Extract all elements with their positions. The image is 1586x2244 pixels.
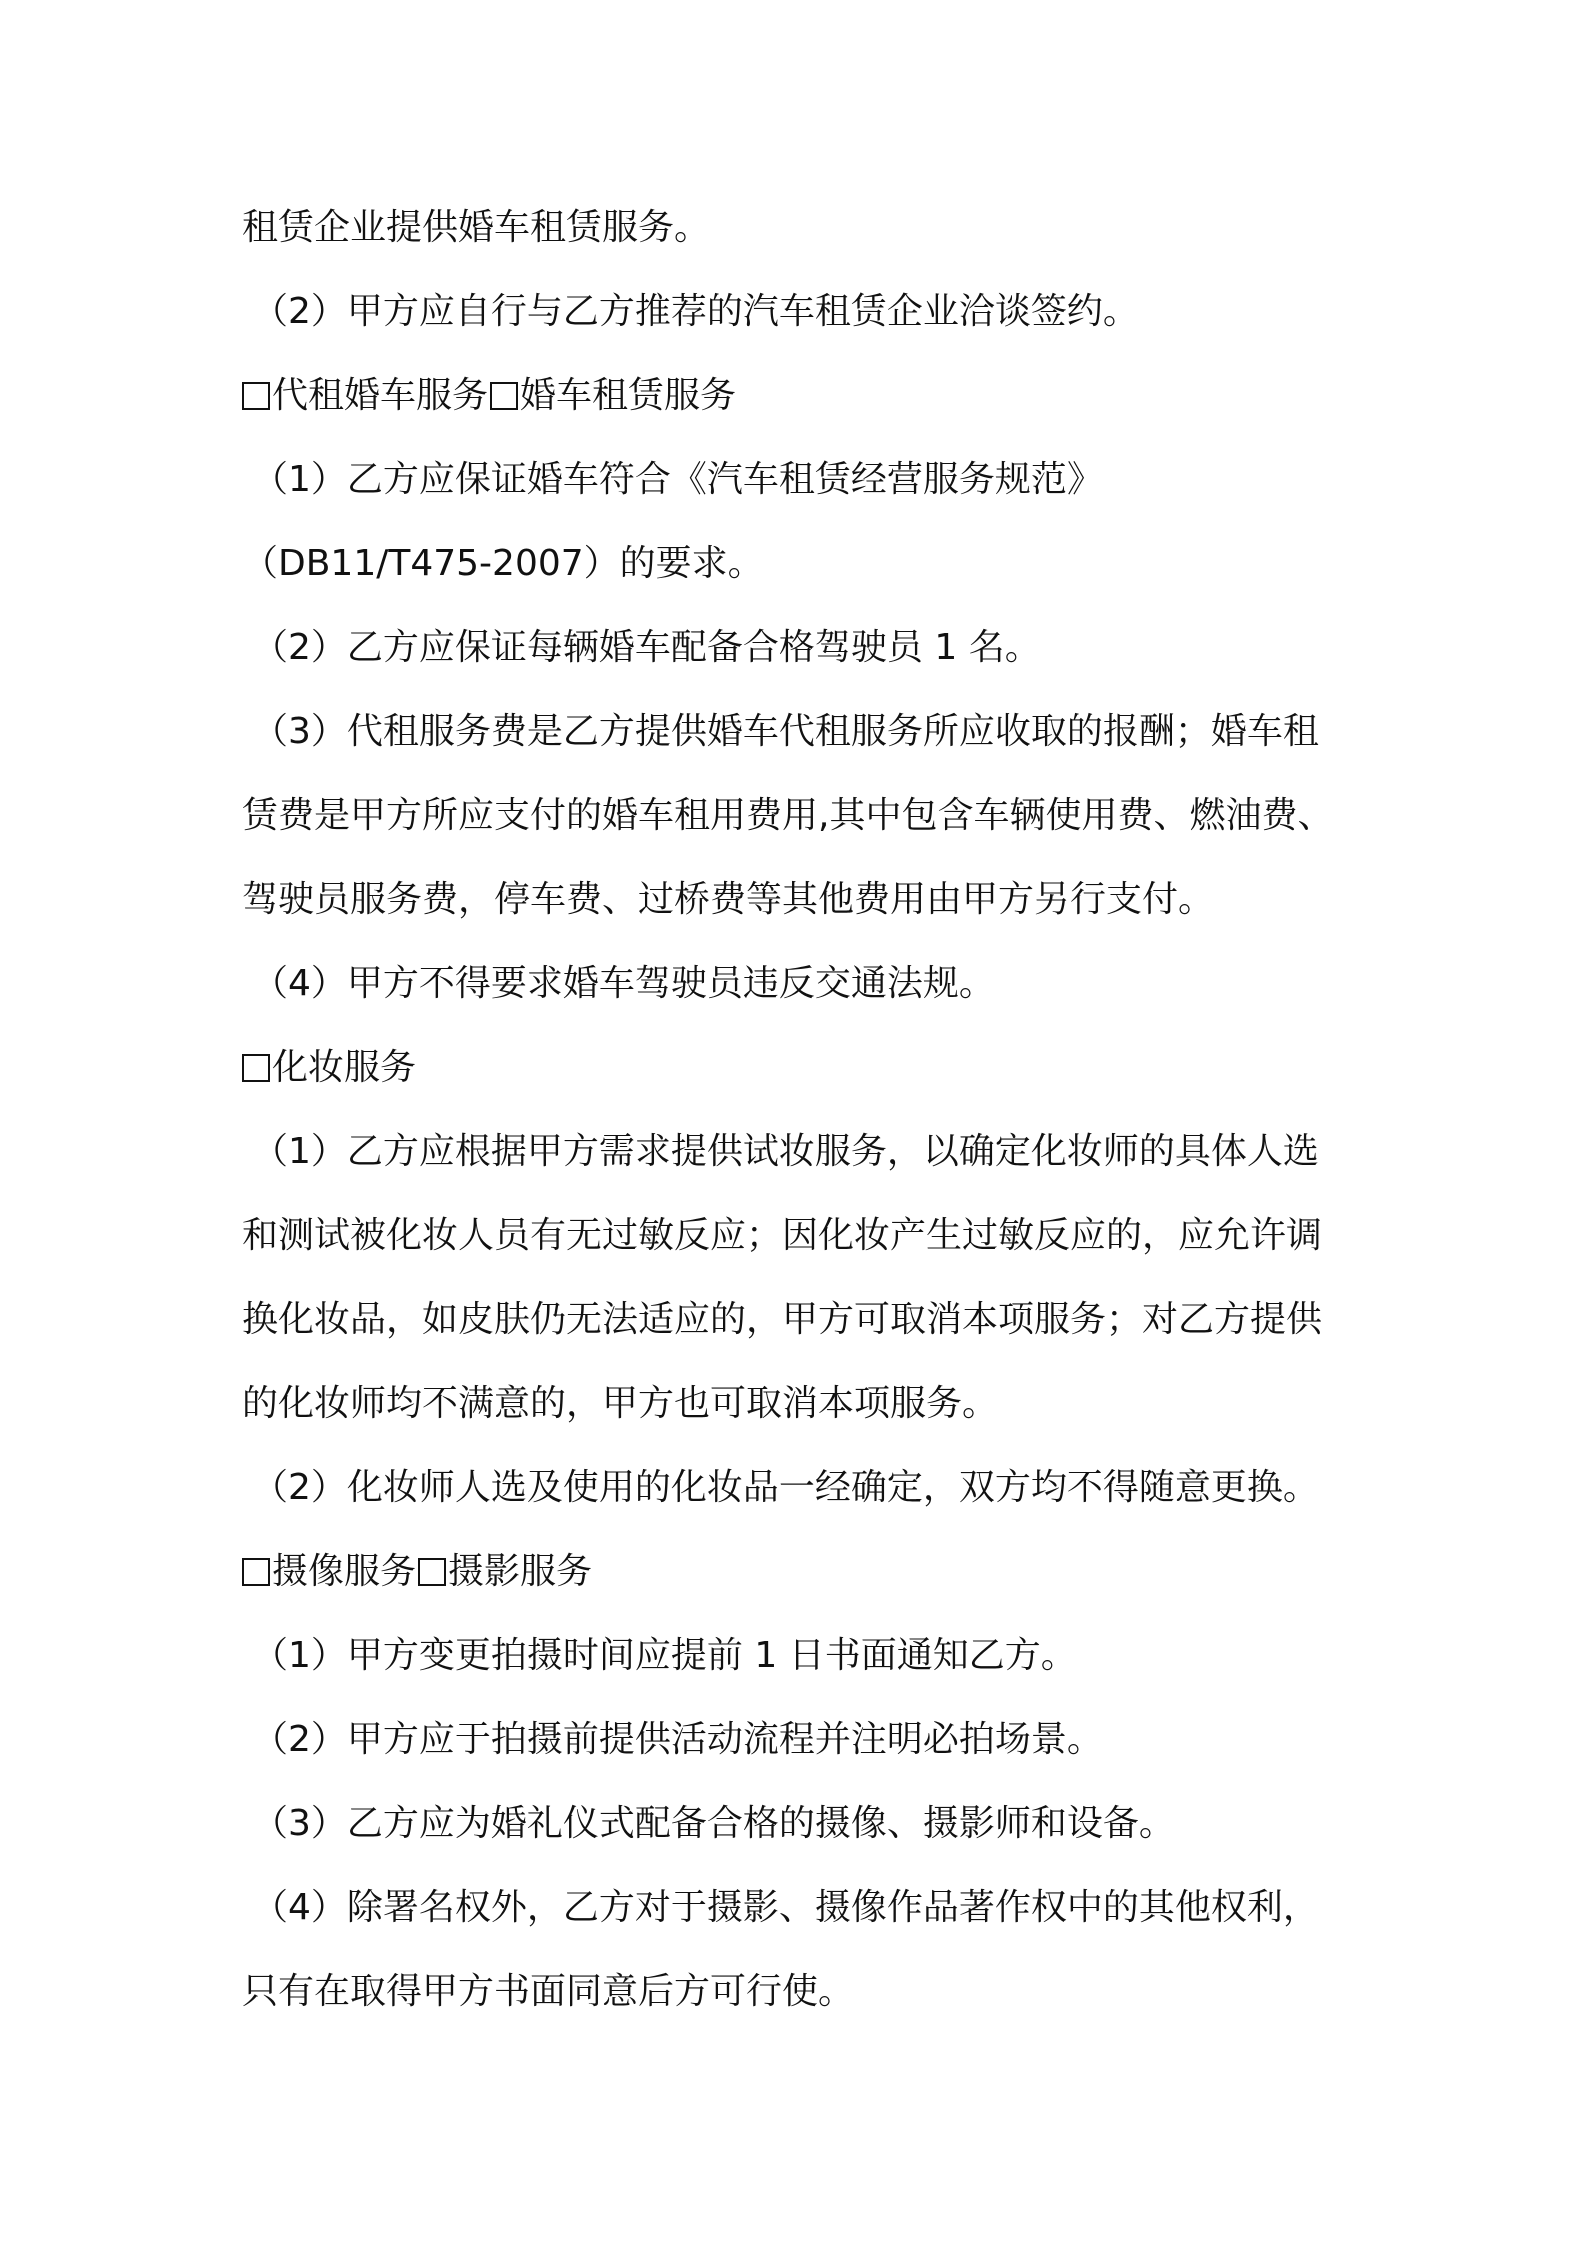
paragraph-line: （2）乙方应保证每辆婚车配备合格驾驶员 1 名。 [252, 627, 1041, 668]
paragraph-line: （1）乙方应根据甲方需求提供试妆服务，以确定化妆师的具体人选 [252, 1131, 1319, 1172]
paragraph-line: 只有在取得甲方书面同意后方可行使。 [242, 1971, 855, 2012]
paragraph-line: （2）甲方应于拍摄前提供活动流程并注明必拍场景。 [252, 1719, 1103, 1760]
checkbox-label: 化妆服务 [272, 1047, 417, 1088]
paragraph-line: （4）甲方不得要求婚车驾驶员违反交通法规。 [252, 963, 995, 1004]
paragraph-line: （4）除署名权外，乙方对于摄影、摄像作品著作权中的其他权利， [252, 1887, 1319, 1928]
paragraph-line: 驾驶员服务费，停车费、过桥费等其他费用由甲方另行支付。 [242, 879, 1215, 920]
paragraph-line: （3）乙方应为婚礼仪式配备合格的摄像、摄影师和设备。 [252, 1803, 1175, 1844]
checkbox-label: 摄影服务 [448, 1551, 593, 1592]
checkbox-row-car [242, 363, 1362, 447]
checkbox-label: 摄像服务 [272, 1551, 417, 1592]
checkbox-row-makeup [242, 1035, 1362, 1119]
paragraph-line: （2）甲方应自行与乙方推荐的汽车租赁企业洽谈签约。 [252, 291, 1139, 332]
paragraph-line: （DB11/T475-2007）的要求。 [242, 543, 764, 584]
paragraph-line: （1）乙方应保证婚车符合《汽车租赁经营服务规范》 [252, 459, 1103, 500]
checkbox-video[interactable] [242, 1558, 270, 1586]
checkbox-photo[interactable] [418, 1558, 446, 1586]
paragraph-line: 换化妆品，如皮肤仍无法适应的，甲方可取消本项服务；对乙方提供 [242, 1299, 1323, 1340]
paragraph-line: 赁费是甲方所应支付的婚车租用费用,其中包含车辆使用费、燃油费、 [242, 795, 1334, 836]
paragraph-line: 的化妆师均不满意的，甲方也可取消本项服务。 [242, 1383, 999, 1424]
document-body [242, 195, 1362, 2043]
paragraph-line: 和测试被化妆人员有无过敏反应；因化妆产生过敏反应的，应允许调 [242, 1215, 1323, 1256]
checkbox-label: 代租婚车服务 [272, 375, 489, 416]
checkbox-makeup[interactable] [242, 1054, 270, 1082]
paragraph-line: （2）化妆师人选及使用的化妆品一经确定，双方均不得随意更换。 [252, 1467, 1319, 1508]
paragraph-line: 租赁企业提供婚车租赁服务。 [242, 207, 711, 248]
paragraph-line: （1）甲方变更拍摄时间应提前 1 日书面通知乙方。 [252, 1635, 1077, 1676]
checkbox-car-rental[interactable] [490, 382, 518, 410]
checkbox-car-agency[interactable] [242, 382, 270, 410]
paragraph-line: （3）代租服务费是乙方提供婚车代租服务所应收取的报酬；婚车租 [252, 711, 1319, 752]
checkbox-label: 婚车租赁服务 [520, 375, 737, 416]
checkbox-row-photo [242, 1539, 1362, 1623]
